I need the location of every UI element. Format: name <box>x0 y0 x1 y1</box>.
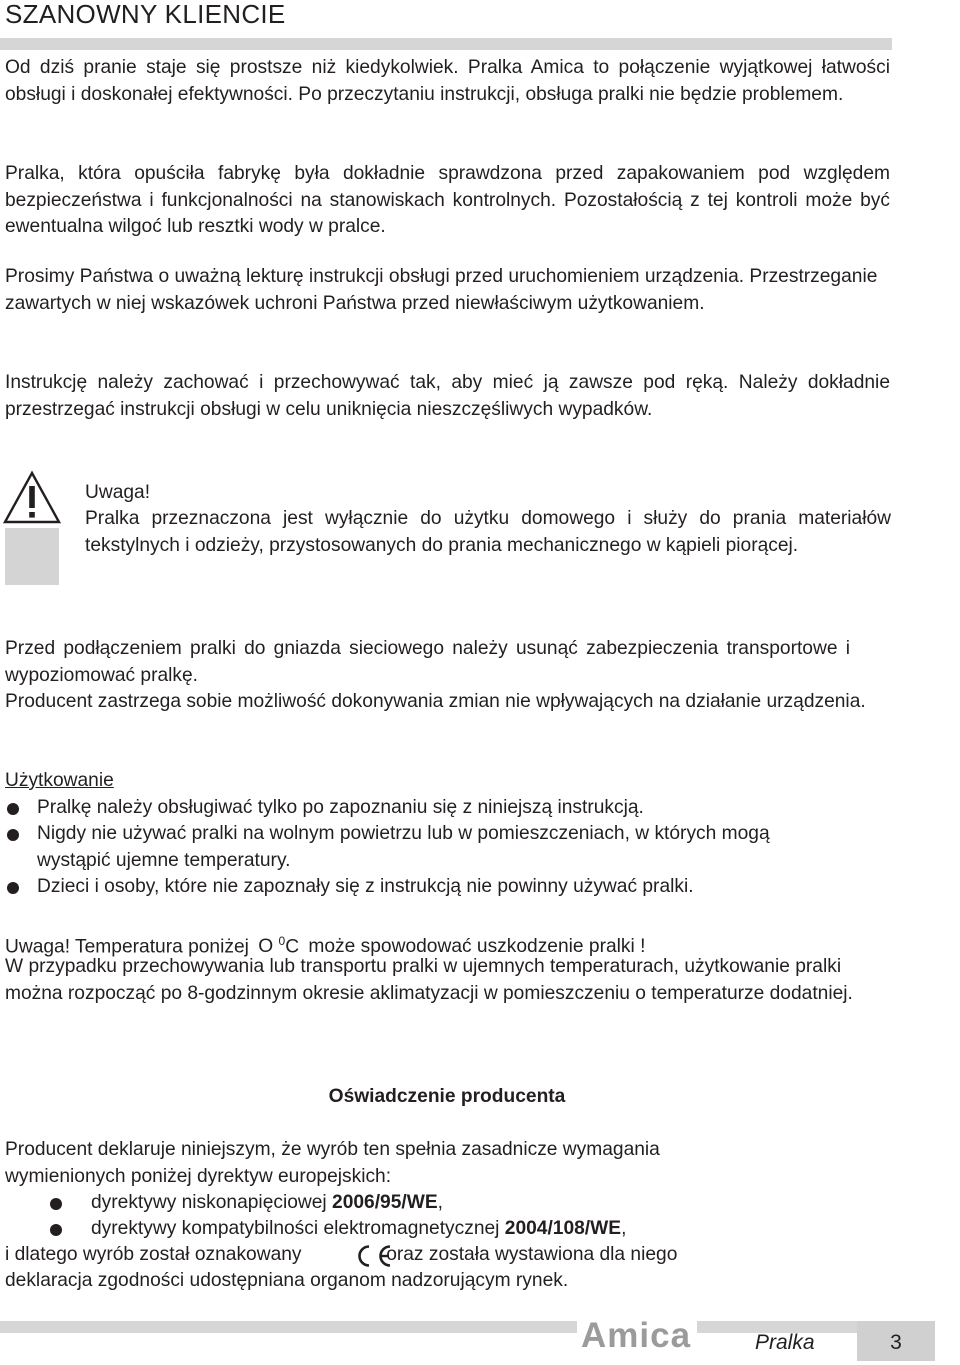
page-number: 3 <box>857 1321 935 1361</box>
intro-paragraph-1: Od dziś pranie staje się prostsze niż kiedykolwiek. Pralka Amica to połączenie wyjątkowej łatwości obsługi i doskonałej efektywności. Po przeczytaniu instrukcji, obsługa pralki nie będzie problemem. <box>5 57 890 105</box>
declaration-closing-line2: deklaracja zgodności udostępniana organom nadzorującym rynek. <box>5 1270 569 1291</box>
directive-item: dyrektywy niskonapięciowej 2006/95/WE, <box>50 1190 443 1217</box>
temperature-paragraph: W przypadku przechowywania lub transportu pralki w ujemnych temperaturach, użytkowanie pralki można rozpocząć po 8-godzinnym okresie aklimatyzacji w pomieszczeniu o temperaturze dodatniej. <box>5 956 853 1004</box>
bullet-dot <box>7 882 19 894</box>
usage-list-item: Dzieci i osoby, które nie zapoznały się z instrukcją nie powinny używać pralki. <box>7 874 897 901</box>
header-rule <box>0 38 892 50</box>
directive-item: dyrektywy kompatybilności elektromagnetycznej 2004/108/WE, <box>50 1216 626 1243</box>
ce-mark-icon <box>352 1244 394 1268</box>
page-title: SZANOWNY KLIENCIE <box>5 0 286 29</box>
warning-text: Pralka przeznaczona jest wyłącznie do użytku domowego i służy do prania materiałów tekstylnych i odzieży, przystosowanych do prania mechanicznego w kąpieli piorącej. <box>85 508 891 556</box>
changes-paragraph: Producent zastrzega sobie możliwość dokonywania zmian nie wpływających na działanie urządzenia. <box>5 691 866 712</box>
declaration-intro: Producent deklaruje niniejszym, że wyrób ten spełnia zasadnicze wymagania wymienionych poniżej dyrektyw europejskich: <box>5 1139 660 1187</box>
intro-paragraph-3: Prosimy Państwa o uważną lekturę instrukcji obsługi przed uruchomieniem urządzenia. Przestrzeganie zawartych w niej wskazówek uchroni Państwa przed niewłaściwym użytkowaniem. <box>5 266 878 314</box>
declaration-closing: i dlatego wyrób został oznakowany oraz została wystawiona dla niego <box>5 1244 678 1265</box>
bullet-dot <box>50 1224 62 1236</box>
usage-list-item: Nigdy nie używać pralki na wolnym powietrzu lub w pomieszczeniach, w których mogą wystąpić ujemne temperatury. <box>7 821 807 874</box>
bullet-dot <box>7 803 19 815</box>
warning-heading: Uwaga! <box>85 482 151 503</box>
transport-paragraph: Przed podłączeniem pralki do gniazda sieciowego należy usunąć zabezpieczenia transportowe i wypoziomować pralkę. <box>5 638 850 686</box>
warning-side-bar <box>5 528 59 585</box>
bullet-dot <box>7 829 19 841</box>
temperature-warning: Uwaga! Temperatura poniżej O $^0$C może spowodować uszkodzenie pralki ! <box>5 934 646 958</box>
amica-logo: Amica <box>577 1314 697 1358</box>
usage-heading: Użytkowanie <box>5 770 114 791</box>
warning-triangle-icon <box>2 470 62 526</box>
declaration-heading: Oświadczenie producenta <box>328 1086 566 1107</box>
document-label: Pralka <box>755 1331 815 1354</box>
bullet-dot <box>50 1198 62 1210</box>
intro-paragraph-4: Instrukcję należy zachować i przechowywać tak, aby mieć ją zawsze pod ręką. Należy dokładnie przestrzegać instrukcji obsługi w celu uniknięcia nieszczęśliwych wypadków. <box>5 372 890 420</box>
intro-paragraph-2: Pralka, która opuściła fabrykę była dokładnie sprawdzona przed zapakowaniem pod względem bezpieczeństwa i funkcjonalności na stanowiskach kontrolnych. Pozostałością z tej kontroli może być ewentualna wilgoć lub resztki wody w pralce. <box>5 163 890 237</box>
usage-list-item: Pralkę należy obsługiwać tylko po zapoznaniu się z niniejszą instrukcją. <box>7 795 897 822</box>
